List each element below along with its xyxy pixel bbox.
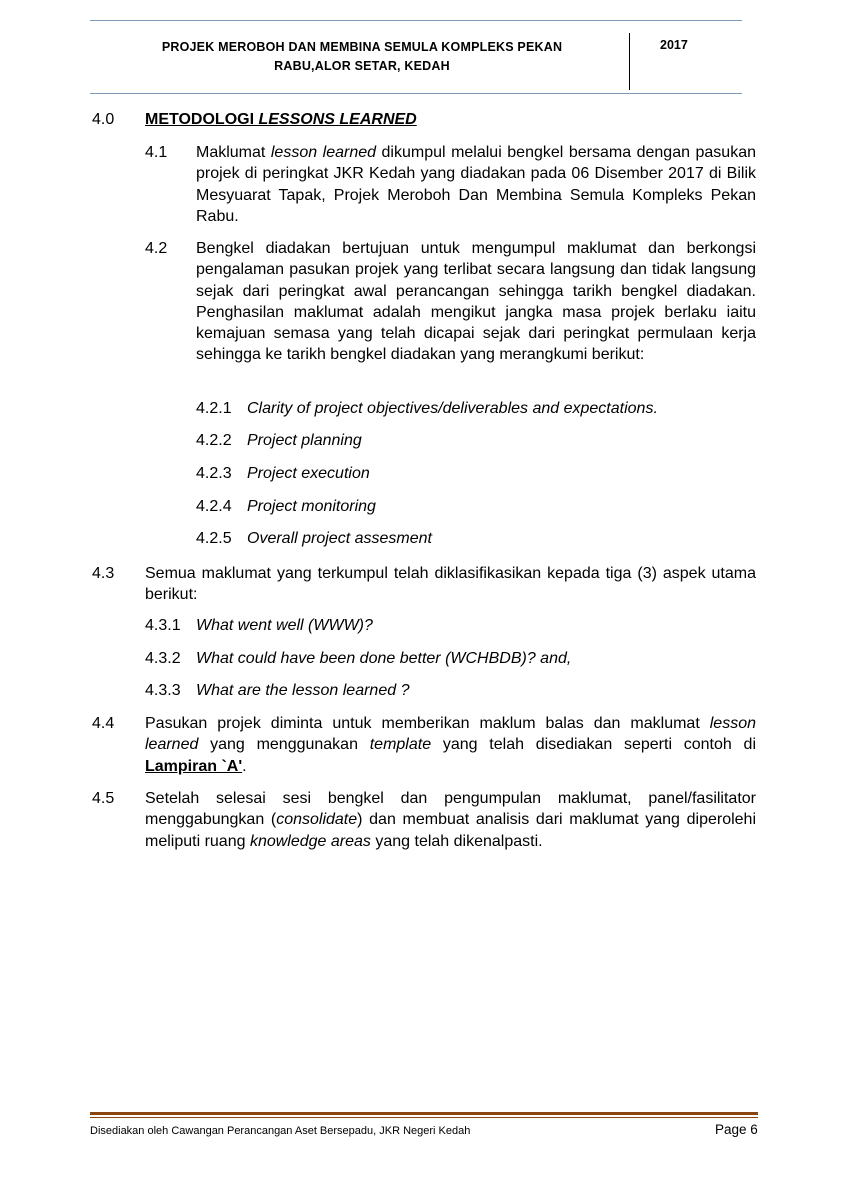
item-4-1-number: 4.1 [145,144,168,161]
item-4-4-text-part: Pasukan projek diminta untuk memberikan maklum balas dan maklumat [145,715,710,732]
section-heading [145,109,417,130]
item-4-2-text: Bengkel diadakan bertujuan untuk mengumpul maklumat dan berkongsi pengalaman pasukan projek yang terlibat secara langsung dan tidak langsung sejak dari peringkat awal perancangan sehingga tarikh bengkel diadakan. Penghasilan maklumat adalah mengikut jangka masa projek berlaku iaitu kemajuan semasa yang telah dicapai sejak dari peringkat permulaan kerja sehingga ke tarikh bengkel diadakan yang merangkumi berikut: [196,240,756,364]
item-4-3-number: 4.3 [92,565,115,582]
item-4-5-text-part: yang telah dikenalpasti. [370,832,543,850]
item-4-4-italic-term: template [369,736,432,754]
header-top-rule [90,20,742,21]
item-4-1-text [196,142,756,227]
item-4-5-italic-term: knowledge areas [249,832,371,850]
sub-item-number: 4.3.2 [145,650,181,667]
header-divider [629,33,630,90]
sub-item-number: 4.2.3 [196,465,232,482]
item-4-4-text-part: yang telah disediakan seperti contoh di [431,736,756,754]
document-title [118,38,606,76]
item-4-4-text-part: yang menggunakan [198,736,370,754]
document-year: 2017 [660,38,688,52]
document-title-line2: RABU,ALOR SETAR, KEDAH [274,59,450,73]
item-4-4-italic-term: lesson learned [145,715,756,754]
item-4-5-text [145,788,756,852]
sub-item-number: 4.2.2 [196,432,232,449]
item-4-1-text-part: Maklumat [196,144,271,161]
appendix-reference: Lampiran `A' [145,757,243,775]
sub-item-number: 4.2.1 [196,400,232,417]
sub-item-text: What could have been done better (WCHBDB)? and, [196,650,572,667]
sub-item-text: Project execution [247,465,370,482]
item-4-5-text-part: Setelah selesai sesi bengkel dan pengumpulan maklumat, panel/fasilitator menggabungkan ( [145,790,756,829]
document-title-line1: PROJEK MEROBOH DAN MEMBINA SEMULA KOMPLEKS PEKAN [161,40,563,54]
item-4-2-number: 4.2 [145,240,168,257]
sub-item-text: What are the lesson learned ? [196,682,410,699]
section-heading-italic: LESSONS LEARNED [258,111,417,128]
item-4-4-text [145,713,756,777]
sub-item-text: Project monitoring [247,498,376,515]
sub-item-number: 4.3.1 [145,617,181,634]
sub-item-text: What went well (WWW)? [196,617,373,634]
section-number: 4.0 [92,111,115,128]
item-4-5-number: 4.5 [92,790,115,807]
footer-rule [90,1112,758,1115]
page-number: Page 6 [715,1122,758,1137]
item-4-5-italic-term: consolidate [276,811,358,829]
item-4-1-italic-term: lesson learned [270,144,377,161]
sub-item-number: 4.2.5 [196,530,232,547]
header-bottom-rule [90,93,742,94]
item-4-1-text-part: dikumpul melalui bengkel bersama dengan pasukan projek di peringkat JKR Kedah yang diadakan pada 06 Disember 2017 di Bilik Mesyuarat Tapak, Projek Meroboh Dan Membina Semula Kompleks Pekan Rabu. [196,144,756,225]
section-heading-prefix: METODOLOGI [145,111,259,128]
footer-rule-thin [90,1117,758,1118]
sub-item-number: 4.2.4 [196,498,232,515]
item-4-4-text-part: . [242,757,247,775]
item-4-3-text: Semua maklumat yang terkumpul telah diklasifikasikan kepada tiga (3) aspek utama berikut: [145,565,756,604]
item-4-4-number: 4.4 [92,715,115,732]
sub-item-text: Overall project assesment [247,530,432,547]
item-4-5-text-part: ) dan membuat analisis dari maklumat yang diperolehi meliputi ruang [145,811,756,850]
footer-credit: Disediakan oleh Cawangan Perancangan Aset Bersepadu, JKR Negeri Kedah [90,1125,471,1137]
sub-item-text: Clarity of project objectives/deliverables and expectations. [247,400,658,417]
sub-item-text: Project planning [247,432,362,449]
sub-item-number: 4.3.3 [145,682,181,699]
